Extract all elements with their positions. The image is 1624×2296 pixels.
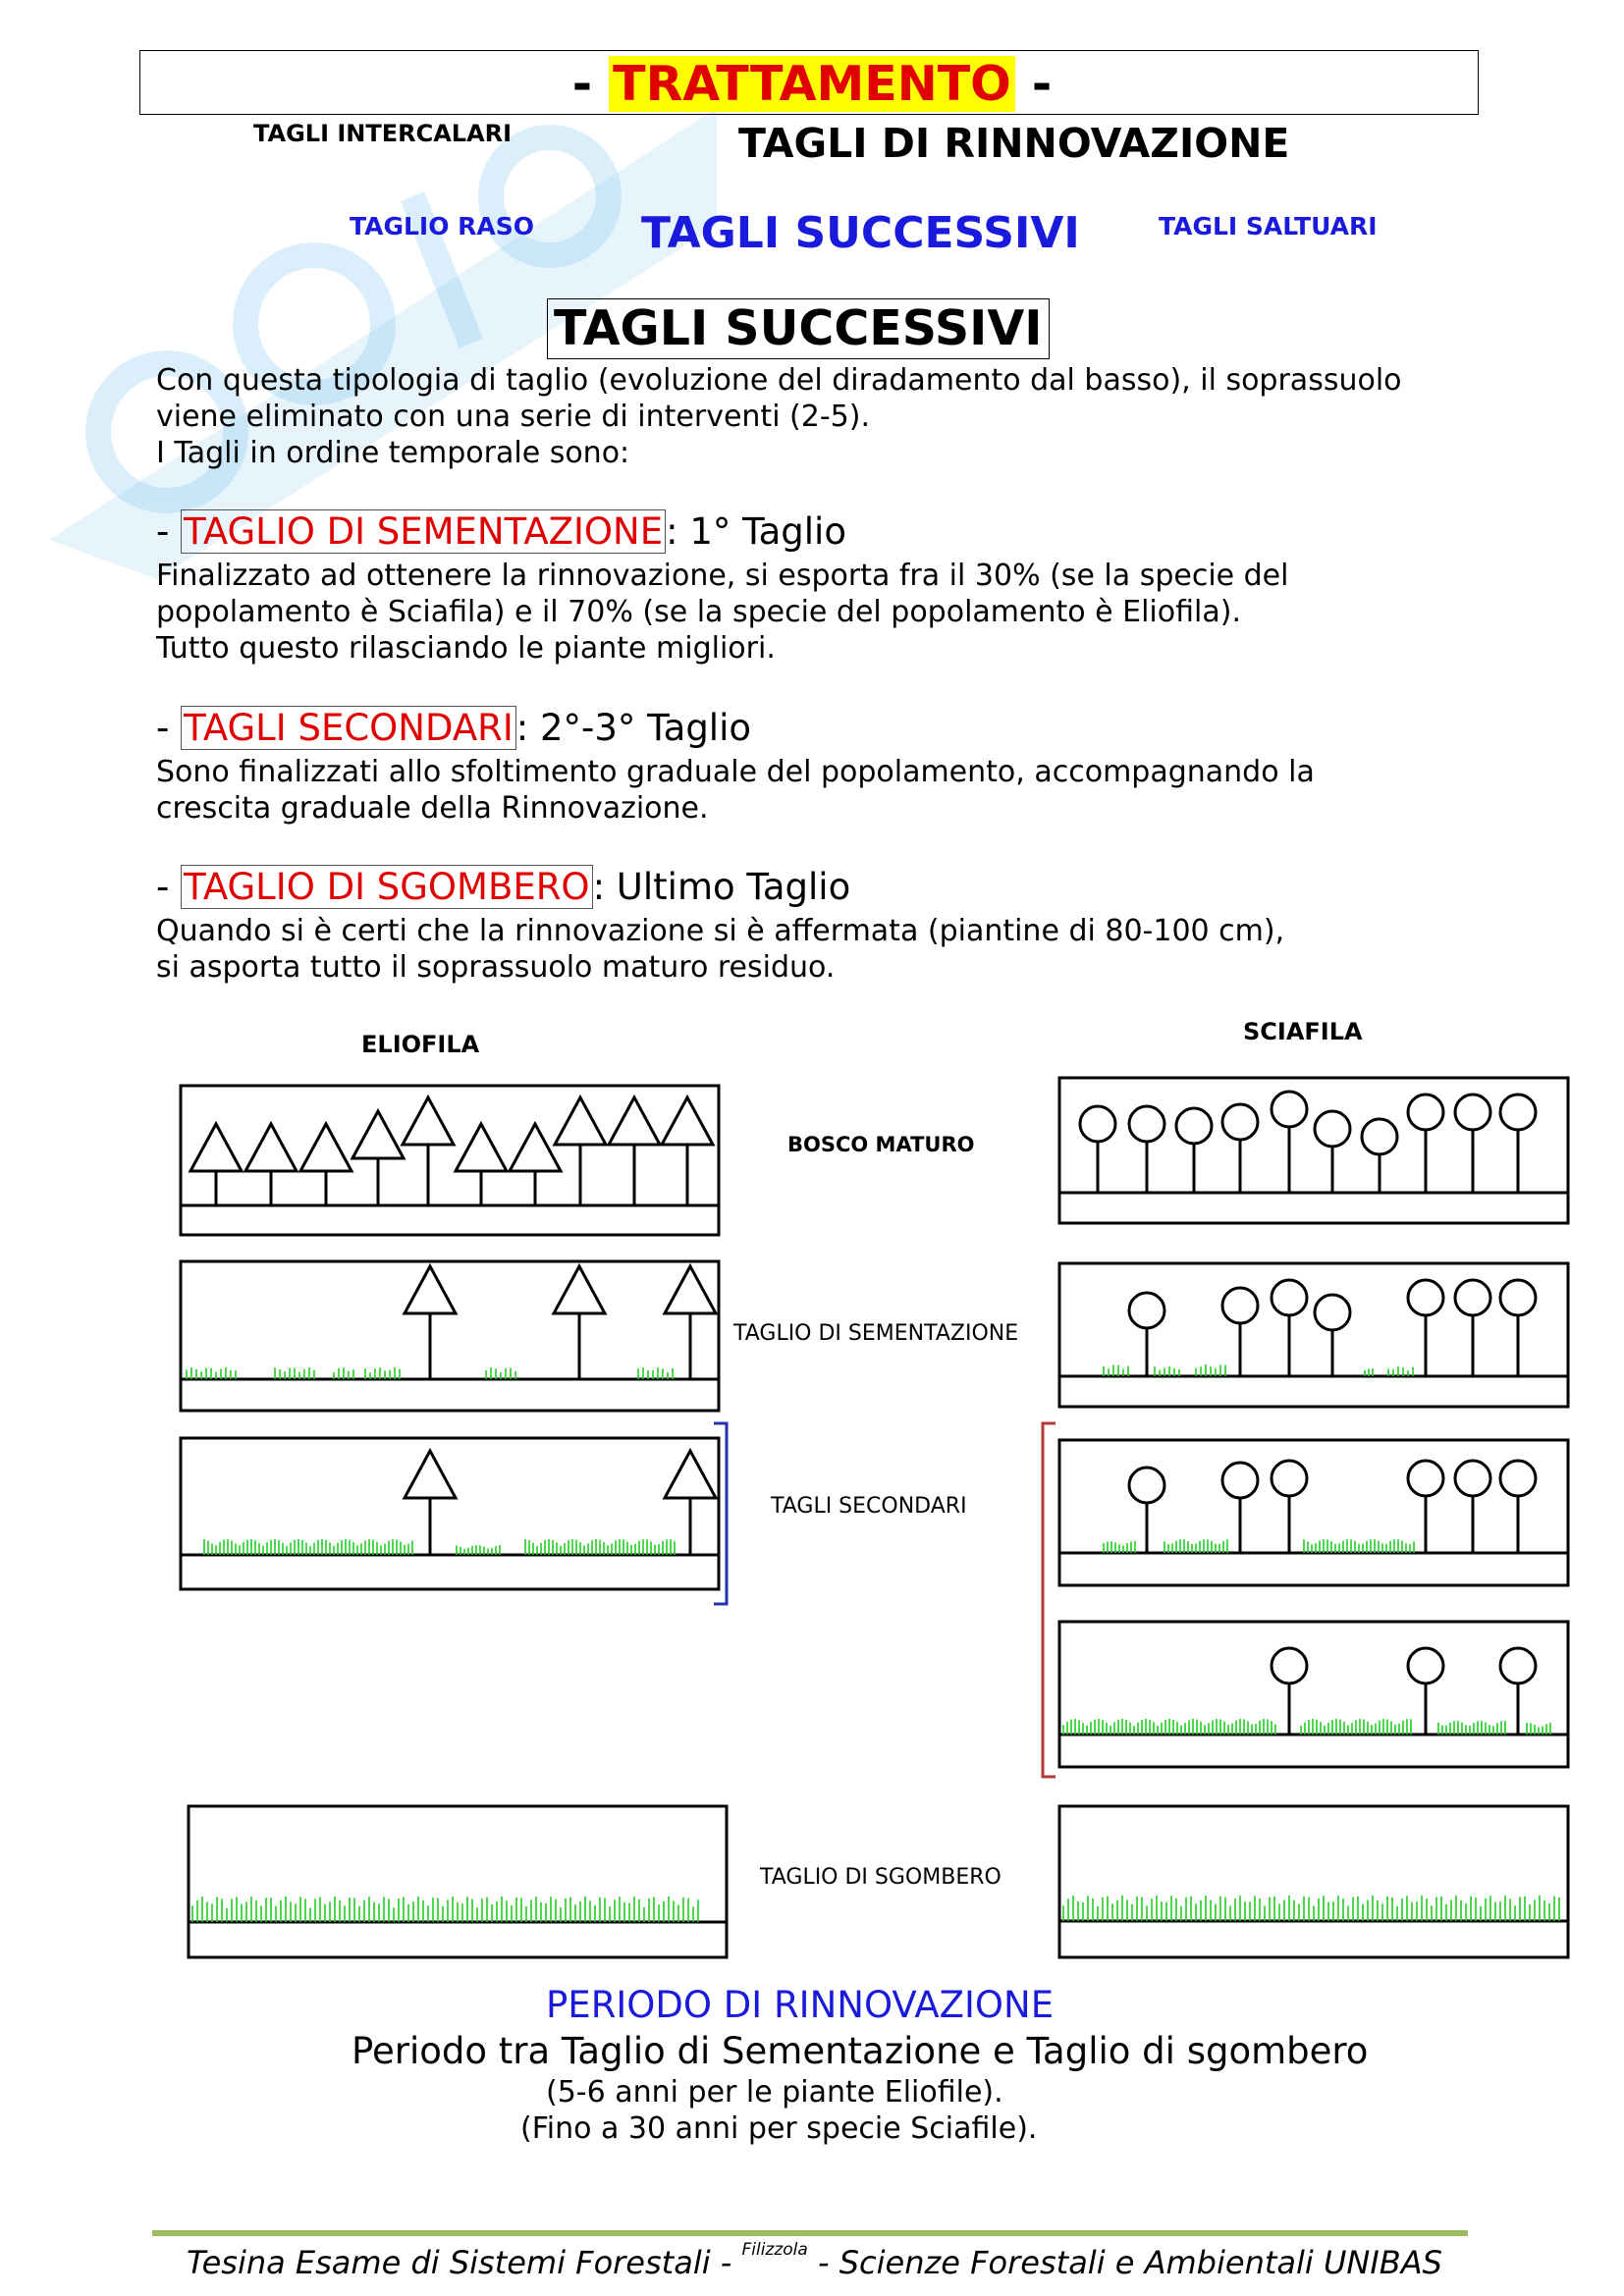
broadleaf-tree: [1455, 1095, 1490, 1130]
broadleaf-tree: [1272, 1092, 1307, 1127]
cut-name: TAGLI SECONDARI: [181, 706, 516, 750]
panel-sciafila-sementazione: [1059, 1263, 1568, 1407]
broadleaf-tree: [1500, 1648, 1536, 1683]
intro-line: viene eliminato con una serie di interventi (2-5).: [156, 400, 871, 434]
broadleaf-tree: [1129, 1468, 1164, 1503]
cut-heading-sementazione: - TAGLIO DI SEMENTAZIONE: 1° Taglio: [156, 510, 846, 553]
broadleaf-tree: [1455, 1280, 1490, 1315]
bracket-sciafila: [1043, 1423, 1056, 1777]
cut-heading-secondari: - TAGLI SECONDARI: 2°-3° Taglio: [156, 707, 752, 749]
stage-label-sementazione: TAGLIO DI SEMENTAZIONE: [733, 1321, 1019, 1346]
page-title: - TRATTAMENTO -: [571, 56, 1053, 112]
broadleaf-tree: [1272, 1648, 1307, 1683]
footer-text: Tesina Esame di Sistemi Forestali - $^{Filizzola}$ - Scienze Forestali e Ambientali UNIBAS: [187, 2240, 1442, 2281]
broadleaf-tree: [1176, 1108, 1212, 1144]
panel-sciafila-secondari-2: [1059, 1622, 1568, 1767]
cut-name: TAGLIO DI SGOMBERO: [181, 865, 592, 909]
broadleaf-tree: [1500, 1461, 1536, 1496]
period-title: PERIODO DI RINNOVAZIONE: [546, 1984, 1055, 2026]
footer-divider: [152, 2230, 1468, 2236]
broadleaf-tree: [1272, 1461, 1307, 1496]
broadleaf-tree: [1315, 1295, 1350, 1330]
label-tagli-successivi: TAGLI SUCCESSIVI: [641, 208, 1080, 258]
stage-label-secondari: TAGLI SECONDARI: [771, 1494, 967, 1519]
panel-eliofila-secondari: [181, 1438, 719, 1589]
stage-label-bosco-maturo: BOSCO MATURO: [787, 1133, 975, 1156]
broadleaf-tree: [1222, 1288, 1258, 1323]
cut-description-sgombero: Quando si è certi che la rinnovazione si è affermata (piantine di 80-100 cm), si asporta tutto il soprassuolo maturo residuo.: [156, 914, 1285, 985]
label-tagli-intercalari: TAGLI INTERCALARI: [253, 120, 513, 147]
broadleaf-tree: [1222, 1463, 1258, 1498]
broadleaf-tree: [1272, 1280, 1307, 1315]
regeneration-grass: [1063, 1719, 1275, 1735]
column-label-sciafila: SCIAFILA: [1243, 1018, 1363, 1045]
cut-description-secondari: Sono finalizzati allo sfoltimento graduale del popolamento, accompagnando la crescita graduale della Rinnovazione.: [156, 755, 1315, 826]
stage-label-sgombero: TAGLIO DI SGOMBERO: [760, 1865, 1001, 1890]
intro-line: Con questa tipologia di taglio (evoluzione del diradamento dal basso), il soprassuolo: [156, 363, 1402, 398]
panel-sciafila-bosco-maturo: [1059, 1078, 1568, 1223]
column-label-eliofila: ELIOFILA: [361, 1031, 480, 1058]
label-taglio-raso: TAGLIO RASO: [350, 212, 535, 240]
broadleaf-tree: [1500, 1280, 1536, 1315]
broadleaf-tree: [1500, 1095, 1536, 1130]
broadleaf-tree: [1408, 1095, 1443, 1130]
broadleaf-tree: [1129, 1106, 1164, 1142]
period-sciafile: (Fino a 30 anni per specie Sciafile).: [520, 2111, 1038, 2146]
cut-heading-sgombero: - TAGLIO DI SGOMBERO: Ultimo Taglio: [156, 866, 851, 908]
section-title: TAGLI SUCCESSIVI: [547, 298, 1050, 359]
broadleaf-tree: [1222, 1104, 1258, 1140]
broadleaf-tree: [1408, 1648, 1443, 1683]
broadleaf-tree: [1315, 1111, 1350, 1147]
title-highlight: TRATTAMENTO: [609, 56, 1015, 112]
footer-author: Filizzola: [741, 2240, 808, 2260]
period-eliofile: (5-6 anni per le piante Eliofile).: [546, 2075, 1003, 2109]
panel-eliofila-sementazione: [181, 1261, 719, 1411]
cut-name: TAGLIO DI SEMENTAZIONE: [181, 509, 666, 554]
panel-eliofila-sgombero: [189, 1806, 727, 1957]
period-description: Periodo tra Taglio di Sementazione e Taglio di sgombero: [352, 2030, 1369, 2072]
panel-sciafila-secondari-1: [1059, 1440, 1568, 1585]
label-tagli-saltuari: TAGLI SALTUARI: [1159, 212, 1378, 240]
label-tagli-rinnovazione: TAGLI DI RINNOVAZIONE: [738, 120, 1290, 167]
broadleaf-tree: [1129, 1293, 1164, 1328]
panel-sciafila-sgombero: [1059, 1806, 1568, 1957]
cut-description-sementazione: Finalizzato ad ottenere la rinnovazione, si esporta fra il 30% (se la specie del popolamento è Sciafila) e il 70% (se la specie del popolamento è Eliofila). Tutto questo rilasciando le piante migliori.: [156, 559, 1289, 666]
broadleaf-tree: [1408, 1461, 1443, 1496]
intro-line: I Tagli in ordine temporale sono:: [156, 436, 630, 470]
broadleaf-tree: [1080, 1106, 1115, 1142]
broadleaf-tree: [1362, 1119, 1397, 1154]
broadleaf-tree: [1455, 1461, 1490, 1496]
broadleaf-tree: [1408, 1280, 1443, 1315]
